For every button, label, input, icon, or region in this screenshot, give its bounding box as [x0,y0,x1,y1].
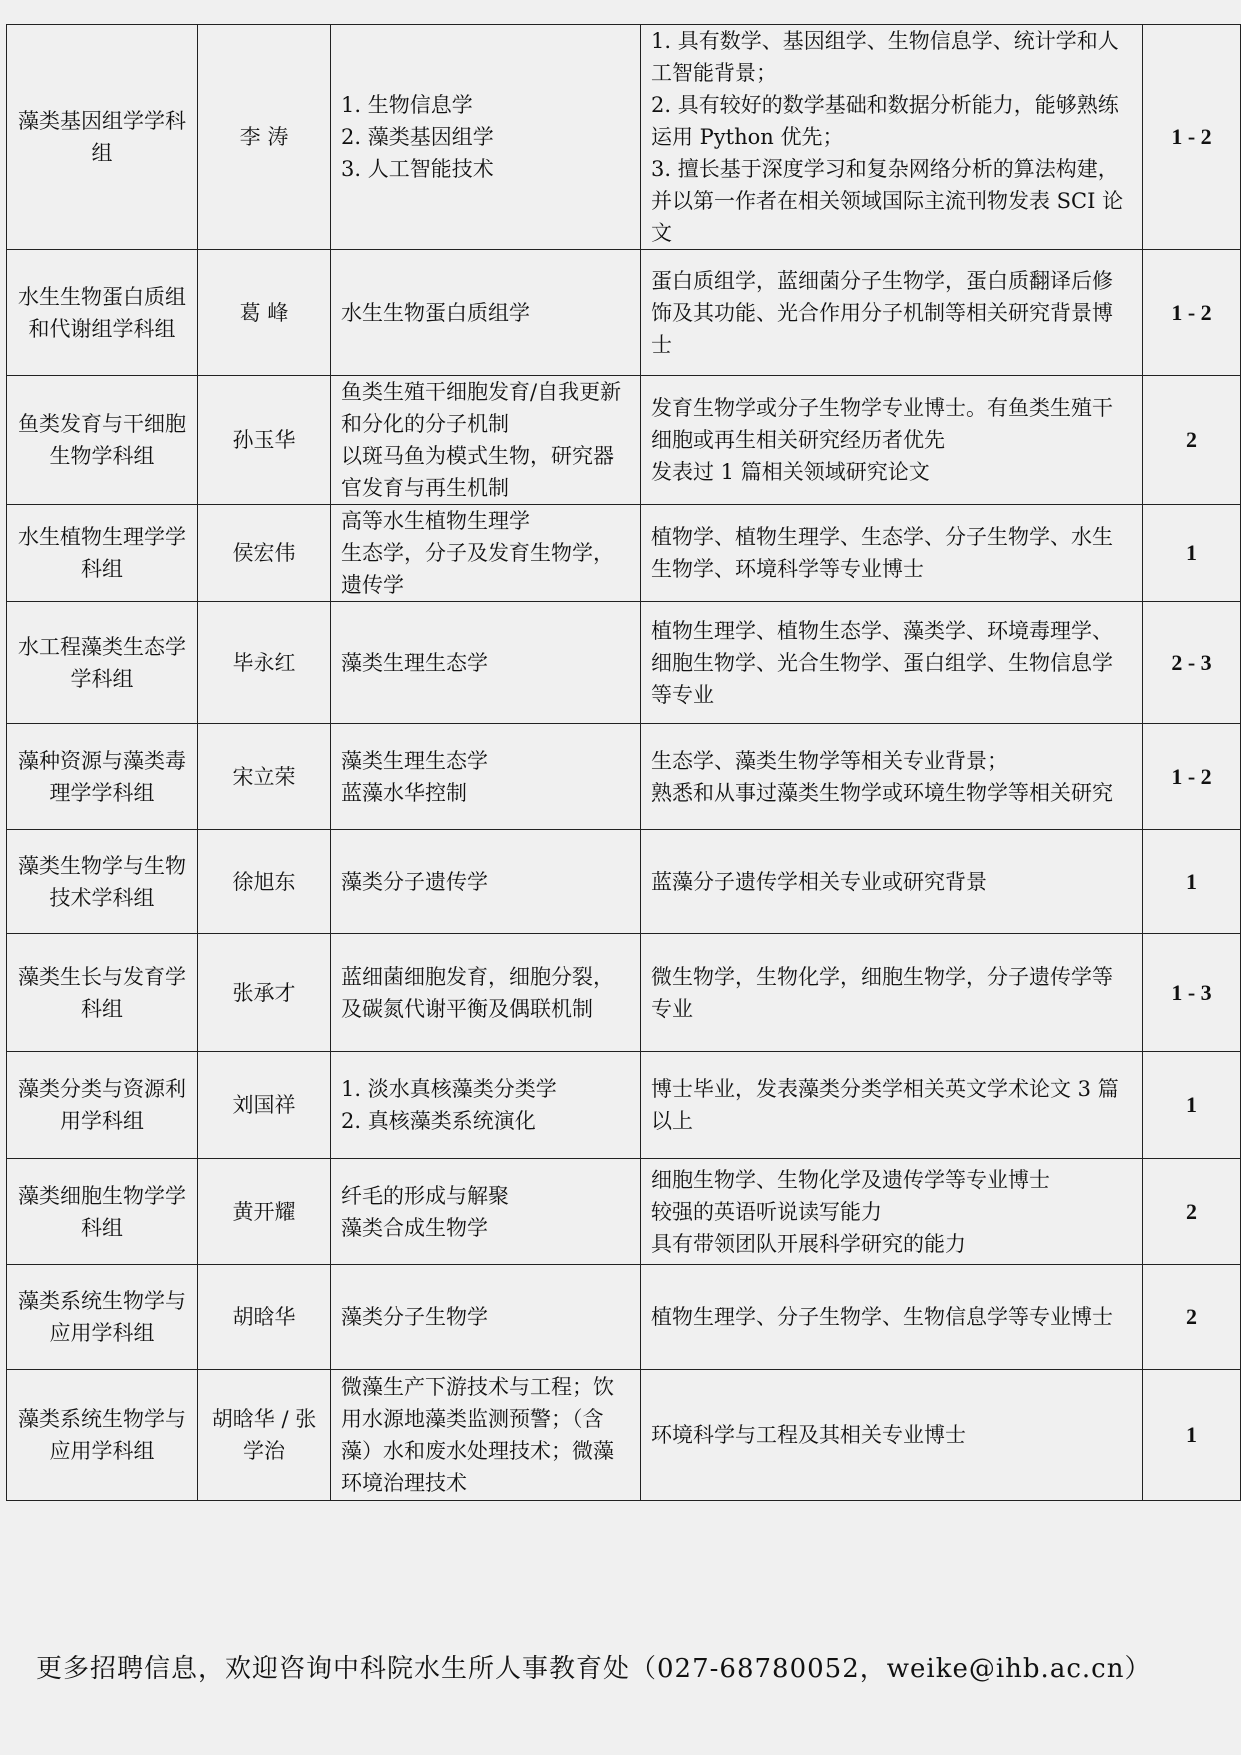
pi-name-cell: 徐旭东 [198,830,331,934]
table-row [7,830,1241,934]
headcount-cell: 1 - 3 [1143,934,1241,1052]
group-name-cell: 藻类细胞生物学学科组 [7,1159,198,1265]
requirements-cell-line: 发表过 1 篇相关领域研究论文 [651,460,930,484]
requirements-cell [641,250,1143,376]
requirements-cell [641,1159,1143,1265]
table-row [7,1265,1241,1370]
group-name-cell: 水生生物蛋白质组和代谢组学科组 [7,250,198,376]
requirements-cell [641,505,1143,602]
headcount-cell: 2 - 3 [1143,602,1241,724]
pi-name-cell: 胡晗华 [198,1265,331,1370]
research-direction-cell-line: 藻类生理生态学 [341,650,488,675]
requirements-cell [641,1052,1143,1159]
group-name-cell: 藻类分类与资源利用学科组 [7,1052,198,1159]
requirements-cell [641,1265,1143,1370]
pi-name-cell: 侯宏伟 [198,505,331,602]
research-direction-cell [331,602,641,724]
table-row [7,376,1241,505]
requirements-cell-line: 熟悉和从事过藻类生物学或环境生物学等相关研究 [651,780,1113,805]
requirements-cell-line: 1. 具有数学、基因组学、生物信息学、统计学和人工智能背景； [651,29,1119,85]
pi-name-cell: 毕永红 [198,602,331,724]
group-name-cell: 藻类生长与发育学科组 [7,934,198,1052]
research-direction-cell-line: 鱼类生殖干细胞发育/自我更新和分化的分子机制 [341,380,622,436]
pi-name-cell: 胡晗华 / 张学治 [198,1370,331,1501]
research-direction-cell [331,1265,641,1370]
recruitment-table [6,24,1241,1501]
research-direction-cell [331,724,641,830]
requirements-cell [641,1370,1143,1501]
pi-name-cell: 张承才 [198,934,331,1052]
requirements-cell [641,724,1143,830]
research-direction-cell-line: 生态学，分子及发育生物学，遗传学 [341,541,614,597]
requirements-cell-line: 植物生理学、植物生态学、藻类学、环境毒理学、细胞生物学、光合生物学、蛋白组学、生物信息学等专业 [651,618,1113,707]
headcount-cell: 1 [1143,830,1241,934]
research-direction-cell [331,376,641,505]
research-direction-cell [331,505,641,602]
requirements-cell-line: 植物生理学、分子生物学、生物信息学等专业博士 [651,1305,1113,1329]
requirements-cell [641,376,1143,505]
table-row [7,934,1241,1052]
table-row [7,1052,1241,1159]
research-direction-cell-line: 3. 人工智能技术 [341,157,494,181]
group-name-cell: 藻类基因组学学科组 [7,25,198,250]
requirements-cell-line: 发育生物学或分子生物学专业博士。有鱼类生殖干细胞或再生相关研究经历者优先 [651,396,1113,452]
research-direction-cell-line: 蓝藻水华控制 [341,780,467,805]
requirements-cell-line: 植物学、植物生理学、生态学、分子生物学、水生生物学、环境科学等专业博士 [651,525,1113,581]
group-name-cell: 藻类系统生物学与应用学科组 [7,1370,198,1501]
research-direction-cell [331,830,641,934]
research-direction-cell-line: 2. 藻类基因组学 [341,125,494,149]
research-direction-cell-line: 1. 生物信息学 [341,93,473,117]
pi-name-cell: 刘国祥 [198,1052,331,1159]
requirements-cell-line: 2. 具有较好的数学基础和数据分析能力，能够熟练运用 Python 优先； [651,93,1119,149]
research-direction-cell-line: 纤毛的形成与解聚 [341,1183,509,1208]
pi-name-cell: 宋立荣 [198,724,331,830]
group-name-cell: 藻类生物学与生物技术学科组 [7,830,198,934]
research-direction-cell-line: 藻类合成生物学 [341,1215,488,1240]
headcount-cell: 2 [1143,1159,1241,1265]
research-direction-cell [331,25,641,250]
requirements-cell-line: 博士毕业，发表藻类分类学相关英文学术论文 3 篇以上 [651,1077,1119,1133]
requirements-cell-line: 生态学、藻类生物学等相关专业背景； [651,748,1008,773]
research-direction-cell [331,250,641,376]
requirements-cell-line: 环境科学与工程及其相关专业博士 [651,1423,966,1447]
headcount-cell: 1 [1143,505,1241,602]
requirements-cell [641,934,1143,1052]
requirements-cell-line: 细胞生物学、生物化学及遗传学等专业博士 [651,1167,1050,1192]
requirements-cell [641,602,1143,724]
research-direction-cell-line: 藻类分子遗传学 [341,869,488,894]
requirements-cell-line: 微生物学，生物化学，细胞生物学，分子遗传学等专业 [651,964,1113,1021]
research-direction-cell [331,934,641,1052]
pi-name-cell: 葛 峰 [198,250,331,376]
headcount-cell: 2 [1143,376,1241,505]
table-row [7,25,1241,250]
pi-name-cell: 孙玉华 [198,376,331,505]
group-name-cell: 鱼类发育与干细胞生物学科组 [7,376,198,505]
contact-footer: 更多招聘信息，欢迎咨询中科院水生所人事教育处（027-68780052，weike@ihb.ac.cn） [36,1654,1152,1684]
research-direction-cell [331,1159,641,1265]
research-direction-cell-line: 蓝细菌细胞发育，细胞分裂，及碳氮代谢平衡及偶联机制 [341,964,614,1021]
table-row [7,1159,1241,1265]
group-name-cell: 水工程藻类生态学学科组 [7,602,198,724]
research-direction-cell-line: 高等水生植物生理学 [341,509,530,533]
requirements-cell-line: 具有带领团队开展科学研究的能力 [651,1231,966,1256]
research-direction-cell [331,1370,641,1501]
table-row [7,1370,1241,1501]
requirements-cell-line: 蛋白质组学，蓝细菌分子生物学，蛋白质翻译后修饰及其功能、光合作用分子机制等相关研究背景博士 [651,268,1113,357]
group-name-cell: 藻类系统生物学与应用学科组 [7,1265,198,1370]
requirements-cell-line: 蓝藻分子遗传学相关专业或研究背景 [651,869,987,894]
research-direction-cell-line: 微藻生产下游技术与工程；饮用水源地藻类监测预警；（含藻）水和废水处理技术；微藻环境治理技术 [341,1375,614,1495]
table-row [7,724,1241,830]
research-direction-cell-line: 藻类分子生物学 [341,1305,488,1329]
pi-name-cell: 黄开耀 [198,1159,331,1265]
group-name-cell: 水生植物生理学学科组 [7,505,198,602]
table-body [7,25,1241,1501]
research-direction-cell-line: 水生生物蛋白质组学 [341,300,530,325]
research-direction-cell-line: 2. 真核藻类系统演化 [341,1109,536,1133]
headcount-cell: 1 [1143,1370,1241,1501]
pi-name-cell: 李 涛 [198,25,331,250]
headcount-cell: 1 - 2 [1143,724,1241,830]
research-direction-cell-line: 1. 淡水真核藻类分类学 [341,1077,557,1101]
table-row [7,505,1241,602]
requirements-cell [641,25,1143,250]
research-direction-cell-line: 藻类生理生态学 [341,748,488,773]
research-direction-cell-line: 以斑马鱼为模式生物，研究器官发育与再生机制 [341,444,614,500]
group-name-cell: 藻种资源与藻类毒理学学科组 [7,724,198,830]
headcount-cell: 1 - 2 [1143,250,1241,376]
requirements-cell [641,830,1143,934]
table-row [7,250,1241,376]
headcount-cell: 1 - 2 [1143,25,1241,250]
requirements-cell-line: 较强的英语听说读写能力 [651,1199,882,1224]
research-direction-cell [331,1052,641,1159]
headcount-cell: 2 [1143,1265,1241,1370]
requirements-cell-line: 3. 擅长基于深度学习和复杂网络分析的算法构建，并以第一作者在相关领域国际主流刊物发表 SCI 论文 [651,157,1124,245]
table-row [7,602,1241,724]
headcount-cell: 1 [1143,1052,1241,1159]
